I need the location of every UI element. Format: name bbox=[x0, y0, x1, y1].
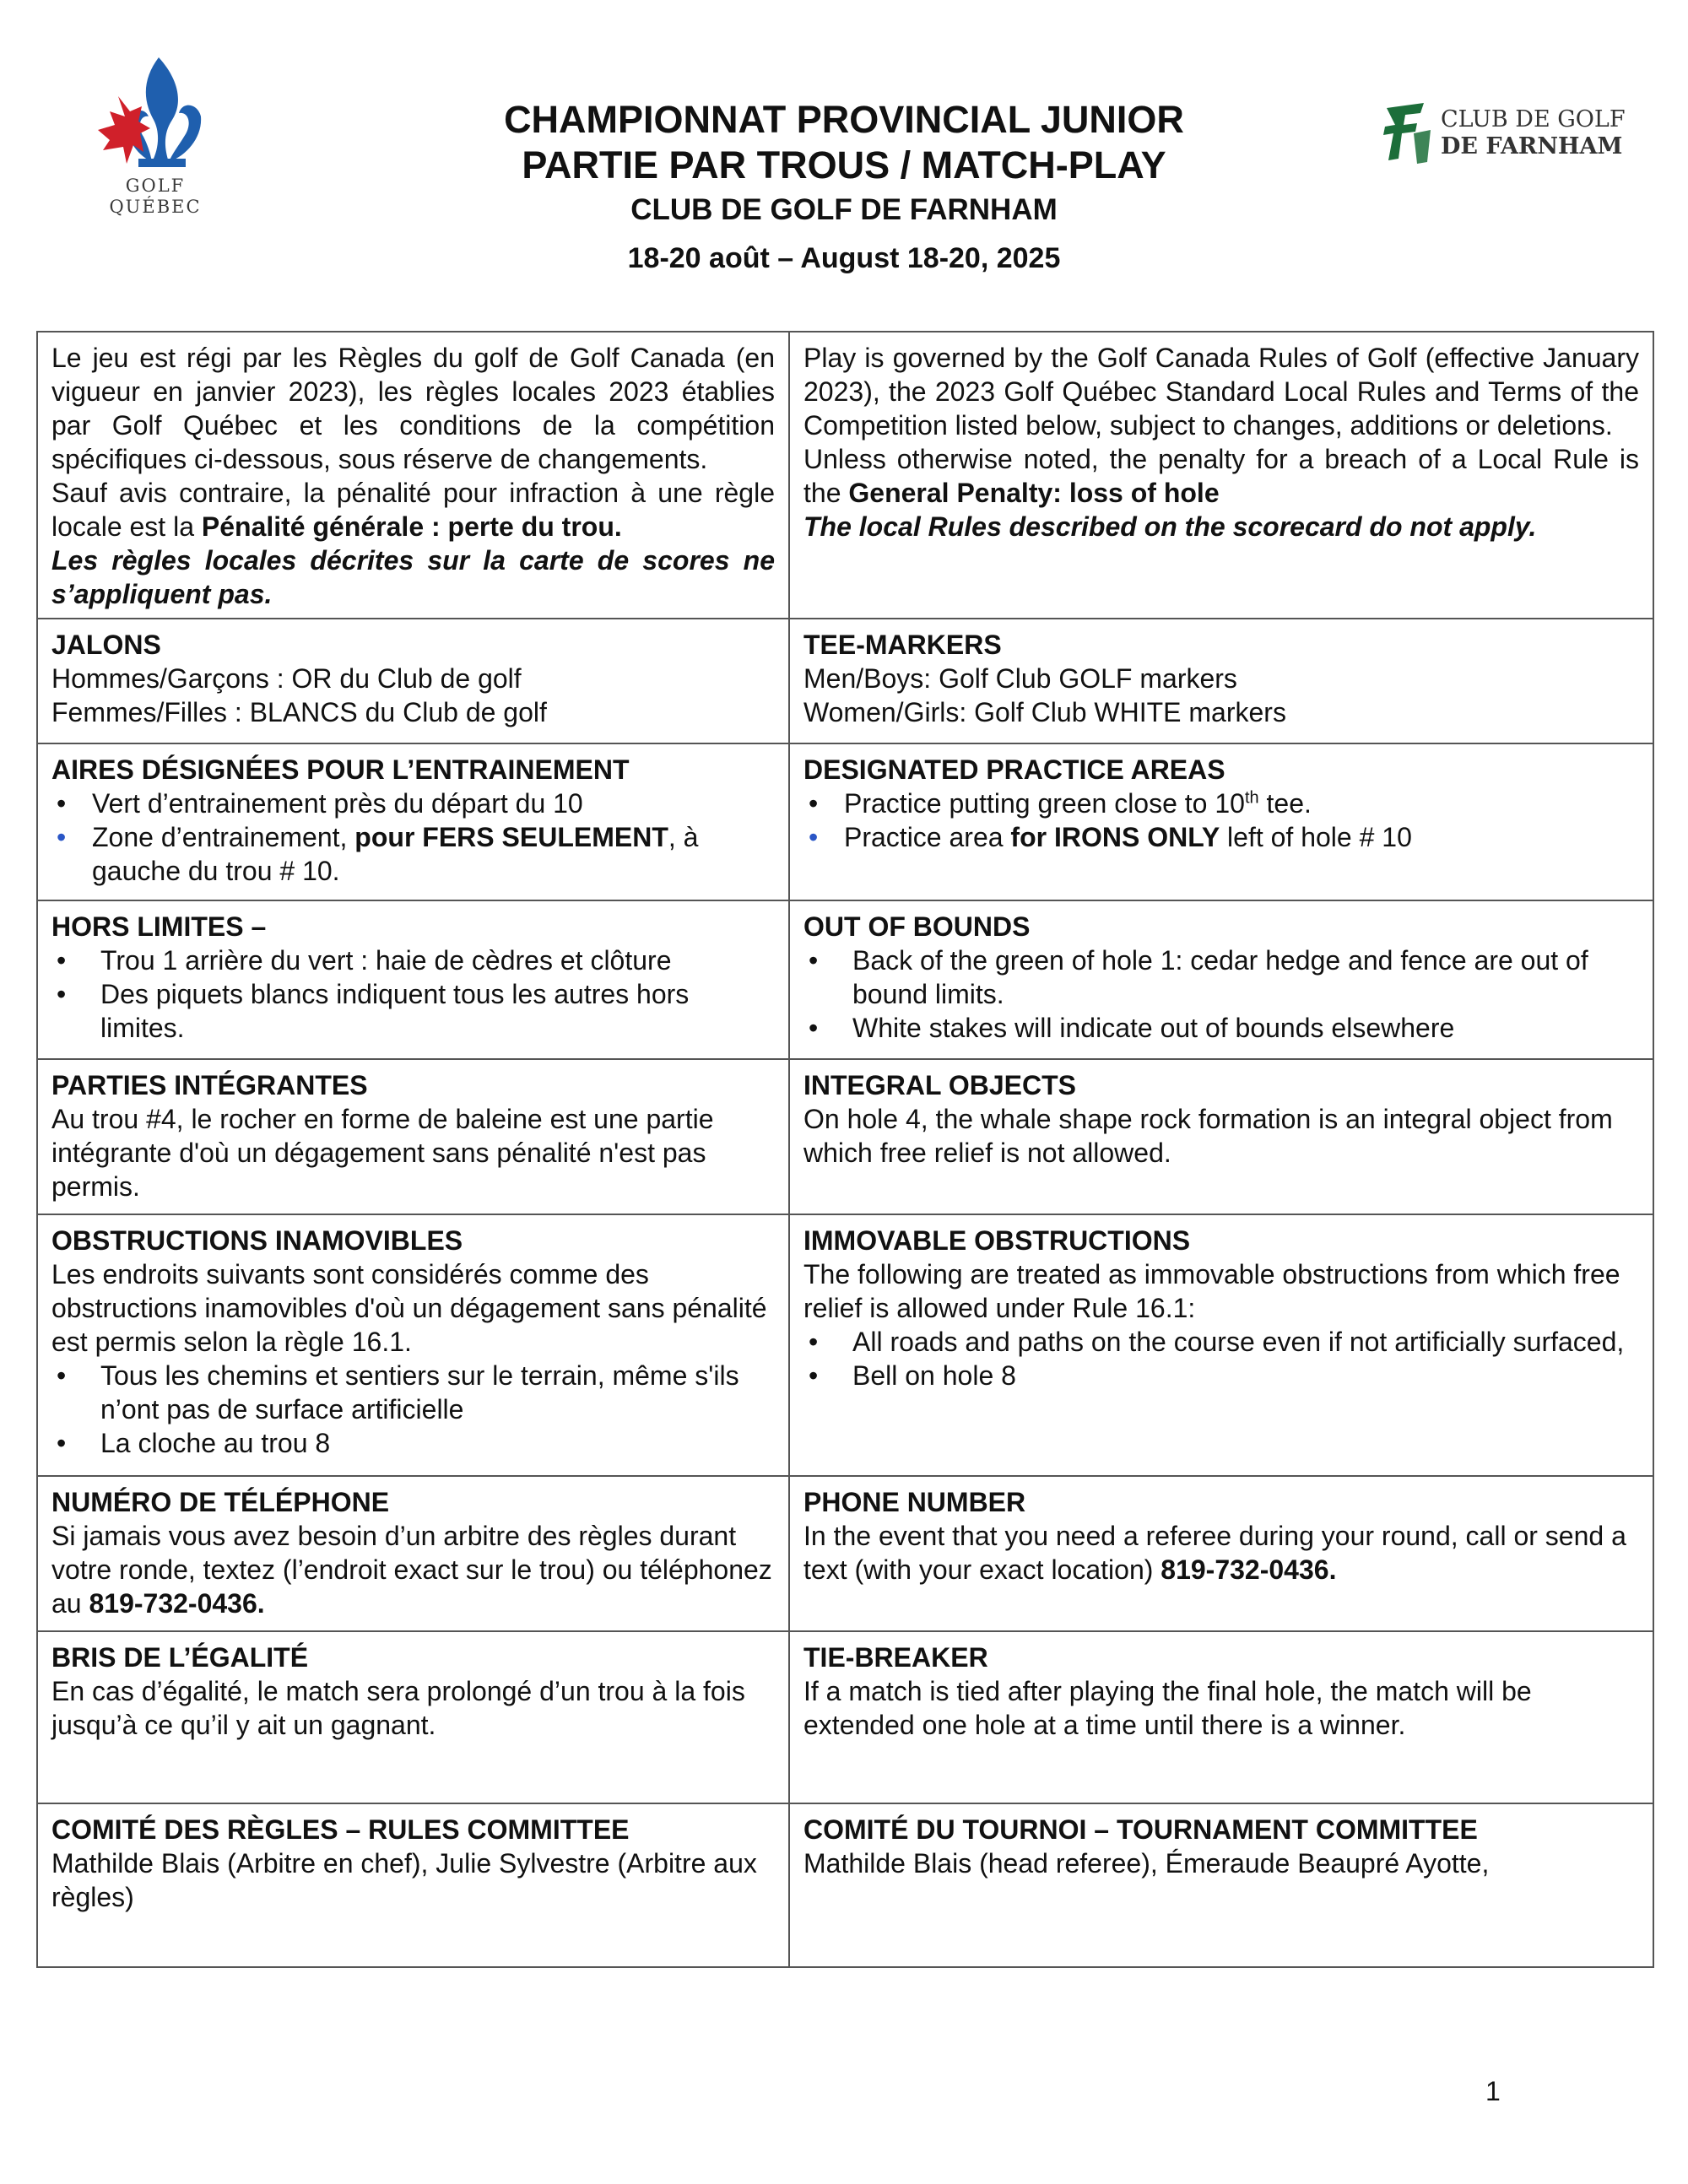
list-item: • Vert d’entrainement près du départ du 10 bbox=[51, 787, 775, 820]
integral-fr-text: Au trou #4, le rocher en forme de baleine est une partie intégrante d'où un dégagement sans pénalité n'est pas permis. bbox=[51, 1104, 714, 1202]
tees-fr-heading: JALONS bbox=[51, 630, 161, 660]
title-championship: CHAMPIONNAT PROVINCIAL JUNIOR bbox=[504, 98, 1184, 141]
list-item: • White stakes will indicate out of bounds elsewhere bbox=[803, 1011, 1639, 1045]
practice-en-heading: DESIGNATED PRACTICE AREAS bbox=[803, 754, 1225, 785]
integral-fr-heading: PARTIES INTÉGRANTES bbox=[51, 1070, 368, 1100]
intro-en-cell bbox=[789, 332, 1653, 619]
intro-en-penalty: General Penalty: loss of hole bbox=[848, 478, 1220, 508]
svg-text:DE FARNHAM: DE FARNHAM bbox=[1441, 133, 1623, 159]
integral-en-text: On hole 4, the whale shape rock formation is an integral object from which free relief is not allowed. bbox=[803, 1104, 1613, 1168]
phone-fr-cell bbox=[37, 1476, 789, 1631]
committee-en-text: Mathilde Blais (head referee), Émeraude Beaupré Ayotte, bbox=[803, 1848, 1490, 1879]
tees-en-line: Men/Boys: Golf Club GOLF markers bbox=[803, 663, 1237, 694]
farnham-monogram-icon bbox=[1380, 100, 1625, 167]
intro-en-scorecard-note: The local Rules described on the scorecard do not apply. bbox=[803, 511, 1537, 542]
local-rules-table bbox=[36, 331, 1654, 1968]
intro-fr-scorecard-note: Les règles locales décrites sur la carte de scores ne s’appliquent pas. bbox=[51, 545, 775, 609]
tees-en-cell bbox=[789, 619, 1653, 743]
list-item: • Bell on hole 8 bbox=[803, 1359, 1639, 1392]
intro-fr-penalty-text: Sauf avis contraire, la pénalité pour infraction à une règle locale est la bbox=[51, 478, 775, 542]
intro-fr-penalty: Pénalité générale : perte du trou. bbox=[201, 511, 622, 542]
list-item: • Trou 1 arrière du vert : haie de cèdres et clôture bbox=[51, 943, 775, 977]
oob-fr-cell bbox=[37, 900, 789, 1059]
practice-fr-cell bbox=[37, 743, 789, 900]
svg-text:GOLF: GOLF bbox=[125, 176, 186, 196]
list-item: • Practice putting green close to 10th tee. bbox=[803, 787, 1639, 820]
integral-en-cell bbox=[789, 1059, 1653, 1214]
tiebreak-fr-cell bbox=[37, 1631, 789, 1803]
tees-row bbox=[37, 619, 1653, 743]
committee-fr-text: Mathilde Blais (Arbitre en chef), Julie Sylvestre (Arbitre aux règles) bbox=[51, 1848, 757, 1912]
list-item: • Back of the green of hole 1: cedar hedge and fence are out of bound limits. bbox=[803, 943, 1639, 1011]
obstructions-en-cell bbox=[789, 1214, 1653, 1476]
oob-fr-heading: HORS LIMITES – bbox=[51, 911, 267, 942]
committee-fr-heading: COMITÉ DES RÈGLES – RULES COMMITTEE bbox=[51, 1814, 630, 1845]
tees-fr-cell bbox=[37, 619, 789, 743]
golf-quebec-logo bbox=[84, 52, 228, 221]
phone-fr-heading: NUMÉRO DE TÉLÉPHONE bbox=[51, 1487, 390, 1517]
tiebreak-fr-text: En cas d’égalité, le match sera prolongé d’un trou à la fois jusqu’à ce qu’il y ait un gagnant. bbox=[51, 1676, 745, 1740]
farnham-club-logo bbox=[1380, 100, 1625, 167]
intro-row bbox=[37, 332, 1653, 619]
oob-en-heading: OUT OF BOUNDS bbox=[803, 911, 1031, 942]
intro-fr-text: Le jeu est régi par les Règles du golf de Golf Canada (en vigueur en janvier 2023), les règles locales 2023 établies par Golf Québec et les conditions de la compétition spécifiques ci-dessous, sous réserve de changements. bbox=[51, 343, 775, 474]
list-item: • La cloche au trou 8 bbox=[51, 1426, 775, 1460]
intro-en-penalty-text: Unless otherwise noted, the penalty for a breach of a Local Rule is the bbox=[803, 444, 1639, 508]
oob-en-cell bbox=[789, 900, 1653, 1059]
phone-en-heading: PHONE NUMBER bbox=[803, 1487, 1026, 1517]
phone-row bbox=[37, 1476, 1653, 1631]
tiebreak-en-text: If a match is tied after playing the final hole, the match will be extended one hole at a time until there is a winner. bbox=[803, 1676, 1532, 1740]
list-item: • All roads and paths on the course even if not artificially surfaced, bbox=[803, 1325, 1639, 1359]
fleur-de-lis-maple-icon bbox=[84, 52, 228, 221]
obstructions-fr-text: Les endroits suivants sont considérés comme des obstructions inamovibles d'où un dégagement sans pénalité est permis selon la règle 16.1. bbox=[51, 1259, 767, 1357]
tiebreak-en-heading: TIE-BREAKER bbox=[803, 1642, 988, 1673]
tees-fr-line: Hommes/Garçons : OR du Club de golf bbox=[51, 663, 522, 694]
title-dates: 18-20 août – August 18-20, 2025 bbox=[627, 242, 1061, 274]
intro-en-text: Play is governed by the Golf Canada Rules of Golf (effective January 2023), the 2023 Golf Québec Standard Local Rules and Terms of the Competition listed below, subject to changes, additions or deletions. bbox=[803, 343, 1639, 441]
list-item: • Des piquets blancs indiquent tous les autres hors limites. bbox=[51, 977, 775, 1045]
integral-en-heading: INTEGRAL OBJECTS bbox=[803, 1070, 1076, 1100]
committee-row bbox=[37, 1803, 1653, 1967]
tiebreak-fr-heading: BRIS DE L’ÉGALITÉ bbox=[51, 1642, 309, 1673]
phone-fr-number: 819-732-0436. bbox=[89, 1588, 265, 1619]
tees-en-line: Women/Girls: Golf Club WHITE markers bbox=[803, 697, 1286, 727]
document-header bbox=[354, 97, 1334, 278]
phone-fr-text: Si jamais vous avez besoin d’un arbitre des règles durant votre ronde, textez (l’endroit exact sur le trou) ou téléphonez au bbox=[51, 1521, 772, 1619]
obstructions-en-heading: IMMOVABLE OBSTRUCTIONS bbox=[803, 1225, 1191, 1256]
title-format: PARTIE PAR TROUS / MATCH-PLAY bbox=[522, 143, 1166, 187]
obstructions-fr-cell bbox=[37, 1214, 789, 1476]
title-venue: CLUB DE GOLF DE FARNHAM bbox=[630, 193, 1058, 226]
obstructions-row bbox=[37, 1214, 1653, 1476]
obstructions-en-text: The following are treated as immovable obstructions from which free relief is allowed under Rule 16.1: bbox=[803, 1259, 1620, 1323]
committee-en-heading: COMITÉ DU TOURNOI – TOURNAMENT COMMITTEE bbox=[803, 1814, 1478, 1845]
list-item: • Practice area for IRONS ONLY left of hole # 10 bbox=[803, 820, 1639, 854]
phone-en-cell bbox=[789, 1476, 1653, 1631]
committee-en-cell bbox=[789, 1803, 1653, 1967]
phone-en-text: In the event that you need a referee during your round, call or send a text (with your exact location) bbox=[803, 1521, 1626, 1585]
list-item: • Zone d’entrainement, pour FERS SEULEMENT, à gauche du trou # 10. bbox=[51, 820, 775, 888]
phone-en-number: 819-732-0436. bbox=[1160, 1554, 1337, 1585]
tees-fr-line: Femmes/Filles : BLANCS du Club de golf bbox=[51, 697, 547, 727]
practice-row bbox=[37, 743, 1653, 900]
tees-en-heading: TEE-MARKERS bbox=[803, 630, 1002, 660]
tiebreak-en-cell bbox=[789, 1631, 1653, 1803]
practice-en-cell bbox=[789, 743, 1653, 900]
practice-fr-heading: AIRES DÉSIGNÉES POUR L’ENTRAINEMENT bbox=[51, 754, 630, 785]
intro-fr-cell bbox=[37, 332, 789, 619]
page-number: 1 bbox=[1485, 2076, 1501, 2106]
obstructions-fr-heading: OBSTRUCTIONS INAMOVIBLES bbox=[51, 1225, 463, 1256]
integral-row bbox=[37, 1059, 1653, 1214]
integral-fr-cell bbox=[37, 1059, 789, 1214]
oob-row bbox=[37, 900, 1653, 1059]
svg-text:CLUB DE GOLF: CLUB DE GOLF bbox=[1441, 106, 1625, 132]
svg-text:QUÉBEC: QUÉBEC bbox=[109, 197, 202, 217]
committee-fr-cell bbox=[37, 1803, 789, 1967]
tiebreak-row bbox=[37, 1631, 1653, 1803]
list-item: • Tous les chemins et sentiers sur le terrain, même s'ils n’ont pas de surface artificielle bbox=[51, 1359, 775, 1426]
